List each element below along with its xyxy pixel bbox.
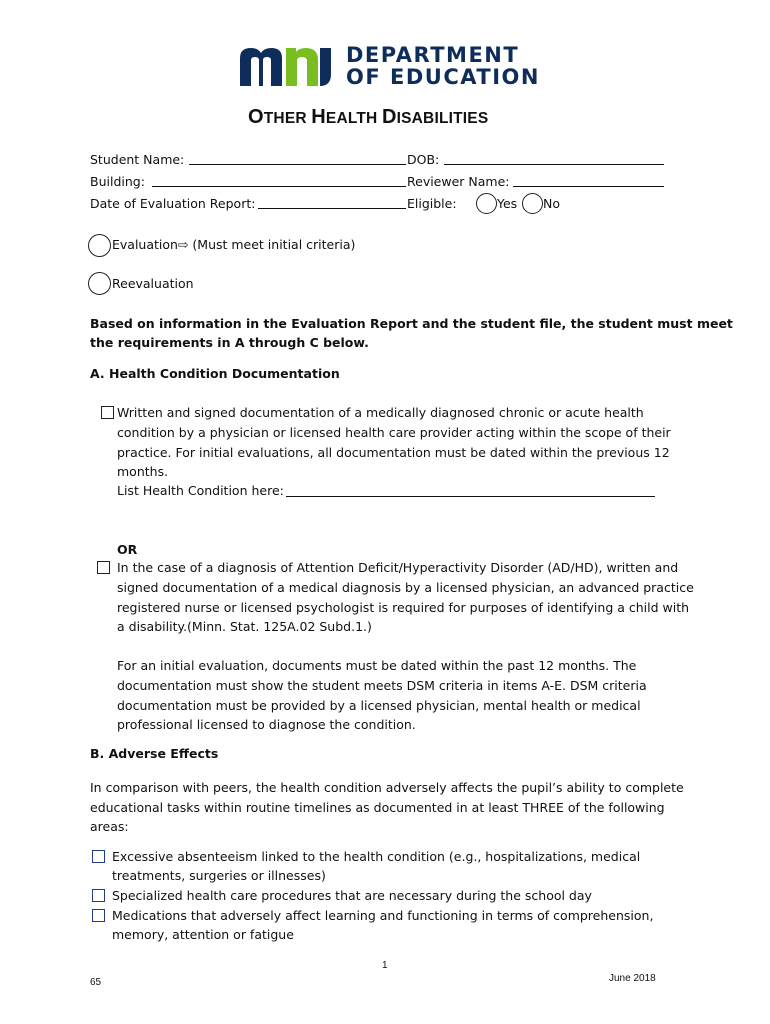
student-name-field[interactable]	[189, 164, 406, 165]
note-line: documentation must show the student meets DSM criteria in items A-E. DSM criteria	[117, 678, 647, 693]
page-number: 1	[382, 960, 388, 971]
item1-line: Written and signed documentation of a medically diagnosed chronic or acute health	[117, 405, 644, 420]
eligible-yes-label: Yes	[497, 196, 518, 211]
health-procedures-label: Specialized health care procedures that are necessary during the school day	[112, 888, 592, 903]
or-label: OR	[117, 542, 138, 557]
reevaluation-radio[interactable]	[88, 272, 111, 295]
medications-checkbox[interactable]	[92, 909, 105, 922]
section-a-heading: A. Health Condition Documentation	[90, 366, 340, 381]
mn-logo-icon	[240, 44, 332, 88]
evaluation-radio[interactable]	[88, 234, 111, 257]
health-procedures-checkbox[interactable]	[92, 889, 105, 902]
medications-line: memory, attention or fatigue	[112, 927, 294, 942]
reviewer-name-field[interactable]	[513, 186, 664, 187]
page-title: OTHER HEALTH DISABILITIES	[248, 106, 489, 128]
section-b-intro-line: In comparison with peers, the health condition adversely affects the pupil’s ability to complete	[90, 780, 684, 795]
note-line: documentation must be provided by a licensed physician, mental health or medical	[117, 698, 641, 713]
note-line: professional licensed to diagnose the condition.	[117, 717, 416, 732]
item1-line: practice. For initial evaluations, all documentation must be dated within the previous 12	[117, 445, 670, 460]
building-field[interactable]	[152, 186, 406, 187]
absenteeism-checkbox[interactable]	[92, 850, 105, 863]
building-label: Building:	[90, 174, 145, 189]
absenteeism-line: treatments, surgeries or illnesses)	[112, 868, 326, 883]
health-documentation-checkbox[interactable]	[101, 406, 114, 419]
department-logo	[240, 44, 540, 88]
page-code: 65	[90, 977, 102, 988]
evaluation-date-label: Date of Evaluation Report:	[90, 196, 256, 211]
section-b-intro-line: educational tasks within routine timelines as documented in at least THREE of the following	[90, 800, 665, 815]
section-b-heading: B. Adverse Effects	[90, 746, 219, 761]
item2-line: registered nurse or licensed psychologist is required for purposes of identifying a child with	[117, 600, 690, 615]
intro-line-1: Based on information in the Evaluation Report and the student file, the student must meet	[90, 316, 733, 331]
eligible-yes-radio[interactable]	[476, 193, 497, 214]
item2-line: signed documentation of a medical diagnosis by a licensed physician, an advanced practice	[117, 580, 694, 595]
evaluation-date-field[interactable]	[258, 208, 406, 209]
dob-field[interactable]	[444, 164, 664, 165]
dob-label: DOB:	[407, 152, 440, 167]
note-line: For an initial evaluation, documents must be dated within the past 12 months. The	[117, 658, 637, 673]
item2-line: In the case of a diagnosis of Attention Deficit/Hyperactivity Disorder (AD/HD), written and	[117, 560, 679, 575]
absenteeism-line: Excessive absenteeism linked to the health condition (e.g., hospitalizations, medical	[112, 849, 641, 864]
item2-line: a disability.(Minn. Stat. 125A.02 Subd.1.)	[117, 619, 372, 634]
eligible-no-label: No	[543, 196, 560, 211]
intro-line-2: the requirements in A through C below.	[90, 335, 369, 350]
reviewer-name-label: Reviewer Name:	[407, 174, 510, 189]
reevaluation-label: Reevaluation	[112, 276, 194, 291]
medications-line: Medications that adversely affect learning and functioning in terms of comprehension,	[112, 908, 654, 923]
evaluation-label: Evaluation⇨ (Must meet initial criteria)	[112, 237, 356, 252]
logo-line-2: OF EDUCATION	[346, 65, 540, 89]
health-condition-field[interactable]	[286, 496, 655, 497]
adhd-documentation-checkbox[interactable]	[97, 561, 110, 574]
eligible-label: Eligible:	[407, 196, 457, 211]
list-condition-label: List Health Condition here:	[117, 483, 284, 498]
item1-line: months.	[117, 464, 169, 479]
logo-line-1: DEPARTMENT	[346, 43, 520, 67]
section-b-intro-line: areas:	[90, 819, 129, 834]
student-name-label: Student Name:	[90, 152, 185, 167]
eligible-no-radio[interactable]	[522, 193, 543, 214]
footer-date: June 2018	[609, 973, 656, 984]
item1-line: condition by a physician or licensed health care provider acting within the scope of their	[117, 425, 671, 440]
